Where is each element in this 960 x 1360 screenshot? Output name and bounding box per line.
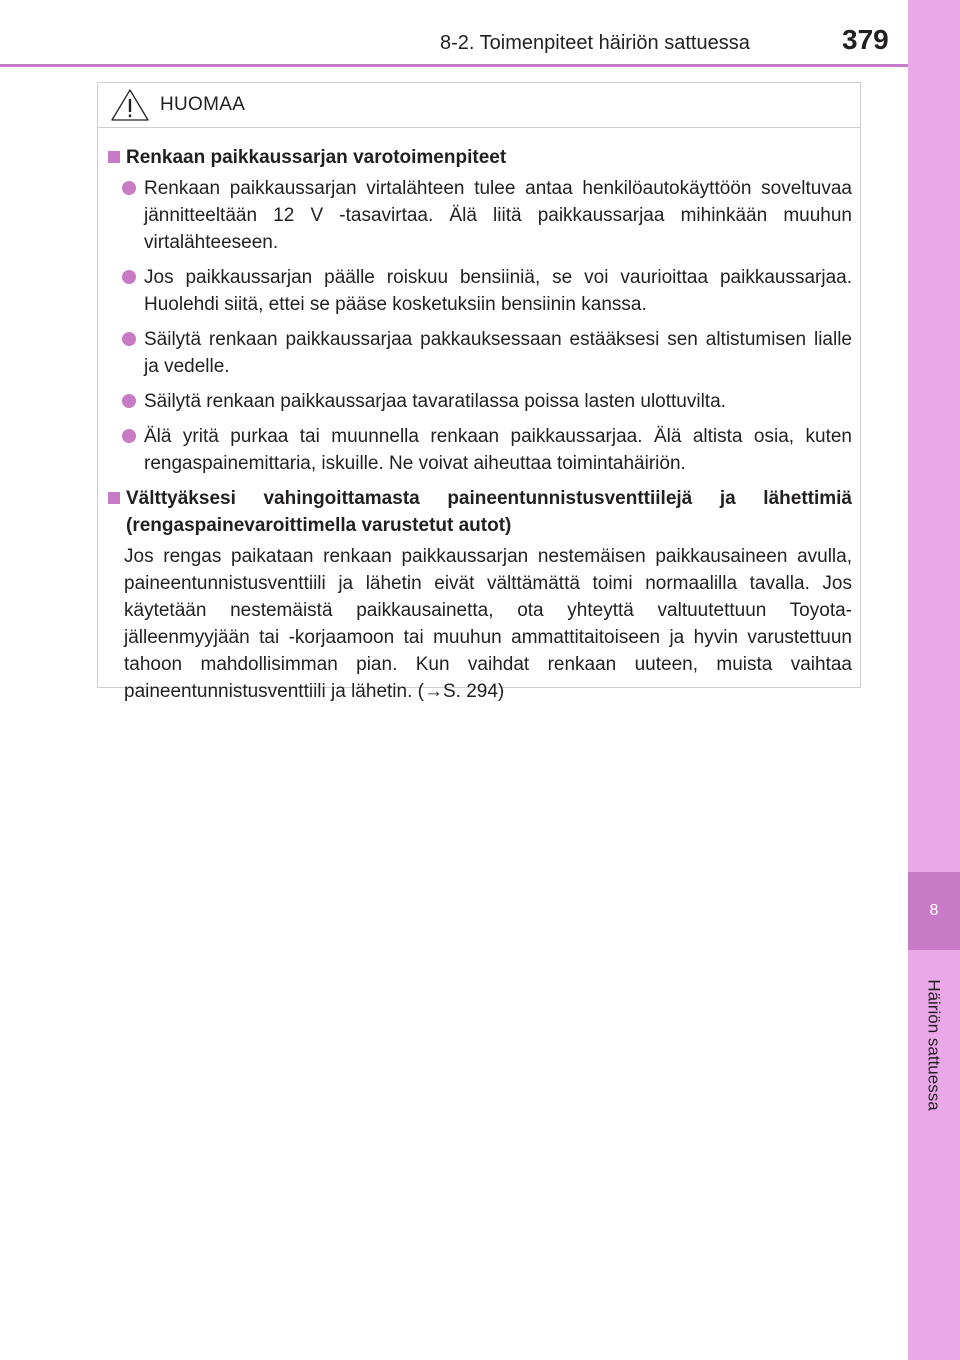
list-item-text: Jos paikkaussarjan päälle roiskuu bensiiniä, se voi vaurioittaa paikkaussarjaa. Huolehdi siitä, ettei se pääse kosketuksiin bensiinin kanssa. — [144, 267, 852, 315]
list-item — [108, 388, 852, 415]
header-divider — [0, 64, 908, 67]
list-item-text: Säilytä renkaan paikkaussarjaa pakkauksessaan estääksesi sen altistumisen lialle ja vedelle. — [144, 329, 852, 377]
notice-title: HUOMAA — [160, 94, 246, 115]
side-tab — [908, 0, 960, 1360]
circle-bullet-icon — [122, 181, 136, 195]
list-item — [108, 423, 852, 477]
list-item — [108, 175, 852, 256]
warning-triangle-icon — [110, 88, 150, 122]
heading-text: Välttyäksesi vahingoittamasta paineentunnistusventtiilejä ja lähettimiä (rengaspainevaroittimella varustetut autot) — [126, 488, 852, 536]
chapter-number-box — [908, 872, 960, 950]
notice-box — [97, 82, 861, 702]
section-title: 8-2. Toimenpiteet häiriön sattuessa — [440, 32, 750, 54]
section-heading — [108, 485, 852, 539]
heading-text: Renkaan paikkaussarjan varotoimenpiteet — [126, 147, 507, 168]
section-paragraph: Jos rengas paikataan renkaan paikkaussarjan nestemäisen paikkausaineen avulla, paineentunnistusventtiili ja lähetin eivät välttämättä toimi normaalilla tavalla. Jos käytetään nestemäistä paikkausainetta, ota yhteyttä valtuutettuun Toyota-jälleenmyyjään tai -korjaamoon tai muuhun ammattitaitoiseen ja hyvin varustettuun tahoon mahdollisimman pian. Kun vaihdat renkaan uuteen, muista vaihtaa paineentunnistusventtiili ja lähetin. (→S. 294) — [124, 546, 852, 702]
list-item — [108, 326, 852, 380]
notice-header — [98, 83, 860, 128]
section-heading — [108, 144, 852, 171]
chapter-label: Häiriön sattuessa — [925, 979, 944, 1111]
square-bullet-icon — [108, 492, 120, 504]
list-item-text: Renkaan paikkaussarjan virtalähteen tulee antaa henkilöautokäyttöön soveltuvaa jännitteeltään 12 V -tasavirtaa. Älä liitä paikkaussarjaa mihinkään muuhun virtalähteeseen. — [144, 178, 852, 253]
page-number: 379 — [842, 24, 889, 55]
circle-bullet-icon — [122, 270, 136, 284]
list-item — [108, 264, 852, 318]
notice-body — [98, 128, 860, 705]
chapter-number: 8 — [929, 902, 939, 919]
circle-bullet-icon — [122, 429, 136, 443]
list-item-text: Älä yritä purkaa tai muunnella renkaan paikkaussarjaa. Älä altista osia, kuten rengaspainemittaria, iskuille. Ne voivat aiheuttaa toimintahäiriön. — [144, 426, 852, 474]
list-item-text: Säilytä renkaan paikkaussarjaa tavaratilassa poissa lasten ulottuvilta. — [144, 391, 726, 412]
square-bullet-icon — [108, 151, 120, 163]
chapter-label-container — [908, 960, 960, 1130]
circle-bullet-icon — [122, 332, 136, 346]
circle-bullet-icon — [122, 394, 136, 408]
